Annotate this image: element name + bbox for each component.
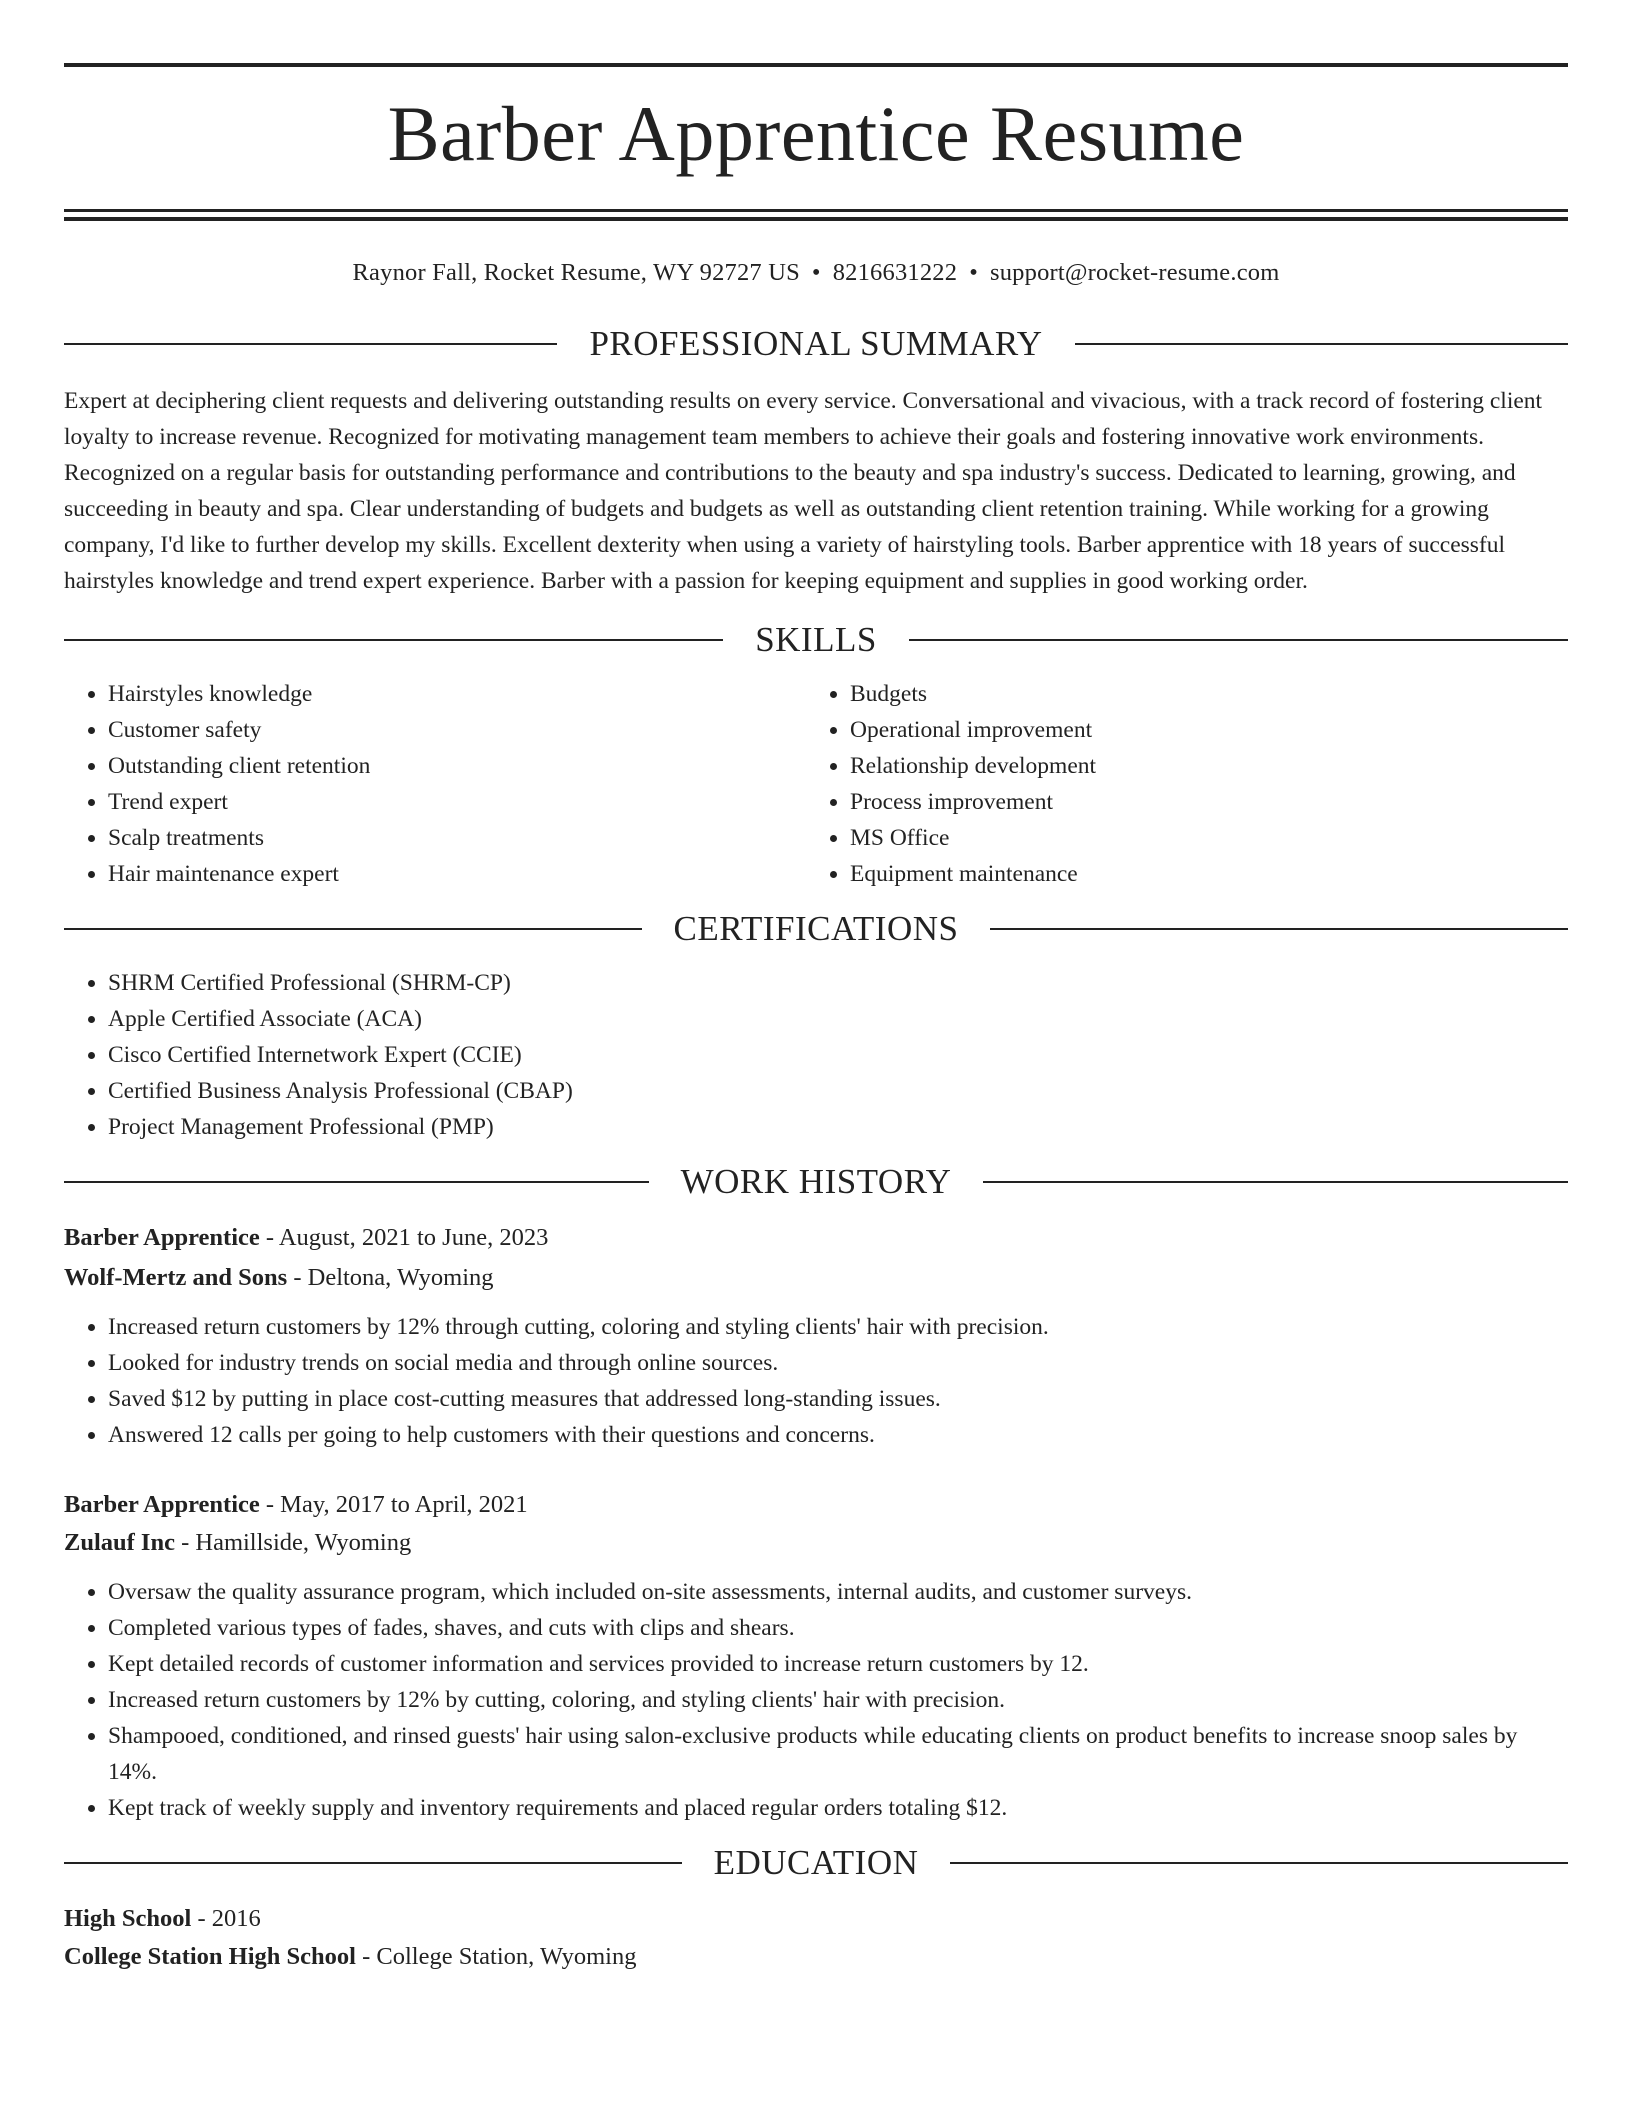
skill-item: • Customer safety [108, 712, 806, 748]
skill-item: • Hair maintenance expert [108, 856, 806, 892]
skill-item: • Operational improvement [850, 712, 1548, 748]
job-title-line [64, 1219, 1568, 1257]
summary-text: Expert at deciphering client requests and delivering outstanding results on every service. Conversational and vivacious, with a track record of fostering client loyalty to increase revenue. Recognized for motivating management team members to achieve their goals and fostering innovative work environments. Recognized on a regular basis for outstanding performance and contributions to the beauty and spa industry's success. Dedicated to learning, growing, and succeeding in beauty and spa. Clear understanding of budgets and budgets as well as outstanding client retention training. While working for a growing company, I'd like to further develop my skills. Excellent dexterity when using a variety of hairstyling tools. Barber apprentice with 18 years of successful hairstyles knowledge and trend expert experience. Barber with a passion for keeping equipment and supplies in good working order. [64, 388, 1543, 594]
skill-item: • MS Office [850, 820, 1548, 856]
title-double-rule [64, 209, 1568, 221]
job-bullet: • Increased return customers by 12% by cutting, coloring, and styling clients' hair with precision. [108, 1682, 1568, 1718]
certifications-list [64, 965, 1568, 1145]
skill-item: • Equipment maintenance [850, 856, 1548, 892]
education-degree: High School [64, 1905, 192, 1932]
section-title: PROFESSIONAL SUMMARY [589, 324, 1043, 363]
job-location: - Deltona, Wyoming [287, 1264, 494, 1291]
job-bullet: • Looked for industry trends on social media and through online sources. [108, 1345, 1568, 1381]
resume-page [64, 0, 1568, 1976]
section-heading-certifications [64, 904, 1568, 954]
skills-column-left [64, 676, 806, 892]
section-title: WORK HISTORY [680, 1162, 952, 1201]
contact-separator: • [811, 259, 821, 286]
job-bullet: • Shampooed, conditioned, and rinsed guests' hair using salon-exclusive products while educating clients on product benefits to increase snoop sales by 14%. [108, 1718, 1568, 1790]
certification-item: • SHRM Certified Professional (SHRM-CP) [108, 965, 1568, 1001]
certification-item: • Cisco Certified Internetwork Expert (CCIE) [108, 1037, 1568, 1073]
job-title-line [64, 1486, 1568, 1524]
skills-list [64, 676, 1568, 892]
education-school: College Station High School [64, 1943, 356, 1970]
job-company: Zulauf Inc [64, 1529, 175, 1556]
skills-column-right [806, 676, 1548, 892]
education-year: - 2016 [191, 1905, 261, 1932]
resume-title: Barber Apprentice Resume [387, 90, 1245, 177]
job-bullet: • Answered 12 calls per going to help customers with their questions and concerns. [108, 1417, 1568, 1453]
skill-item: • Hairstyles knowledge [108, 676, 806, 712]
section-title: SKILLS [755, 620, 877, 659]
skill-item: • Budgets [850, 676, 1548, 712]
job-company-line [64, 1259, 1568, 1297]
job-company-line [64, 1524, 1568, 1562]
contact-separator: • [969, 259, 978, 286]
certification-item: • Apple Certified Associate (ACA) [108, 1001, 1568, 1037]
skill-item: • Scalp treatments [108, 820, 806, 856]
job-dates: - August, 2021 to June, 2023 [259, 1224, 549, 1251]
education-entry [64, 1900, 1568, 1976]
section-heading-work-history [64, 1157, 1568, 1207]
section-heading-education [64, 1838, 1568, 1888]
contact-phone: 8216631222 [832, 259, 958, 286]
job-bullet: • Increased return customers by 12% through cutting, coloring and styling clients' hair with precision. [108, 1309, 1568, 1345]
job-entry [64, 1486, 1568, 1826]
job-bullet: • Kept detailed records of customer information and services provided to increase return customers by 12. [108, 1646, 1568, 1682]
skill-item: • Trend expert [108, 784, 806, 820]
job-entry [64, 1219, 1568, 1453]
job-bullet: • Saved $12 by putting in place cost-cutting measures that addressed long-standing issues. [108, 1381, 1568, 1417]
skill-item: • Outstanding client retention [108, 748, 806, 784]
job-company: Wolf-Mertz and Sons [64, 1264, 288, 1291]
job-bullets [64, 1574, 1568, 1826]
certification-item: • Certified Business Analysis Professional (CBAP) [108, 1073, 1568, 1109]
contact-email: support@rocket-resume.com [989, 259, 1280, 286]
job-bullets [64, 1309, 1568, 1453]
job-location: - Hamillside, Wyoming [174, 1529, 412, 1556]
job-title: Barber Apprentice [64, 1224, 260, 1251]
education-location: - College Station, Wyoming [355, 1943, 637, 1970]
education-school-line [64, 1938, 1568, 1976]
job-bullet: • Kept track of weekly supply and inventory requirements and placed regular orders totaling $12. [108, 1790, 1568, 1826]
section-title: CERTIFICATIONS [673, 909, 959, 948]
skill-item: • Process improvement [850, 784, 1548, 820]
job-bullet: • Completed various types of fades, shaves, and cuts with clips and shears. [108, 1610, 1568, 1646]
skill-item: • Relationship development [850, 748, 1548, 784]
contact-address: Raynor Fall, Rocket Resume, WY 92727 US [352, 259, 800, 286]
job-bullet: • Oversaw the quality assurance program, which included on-site assessments, internal audits, and customer surveys. [108, 1574, 1568, 1610]
job-title: Barber Apprentice [64, 1491, 260, 1518]
section-heading-skills [64, 615, 1568, 665]
job-dates: - May, 2017 to April, 2021 [259, 1491, 528, 1518]
contact-line [64, 257, 1568, 289]
certification-item: • Project Management Professional (PMP) [108, 1109, 1568, 1145]
education-degree-line [64, 1900, 1568, 1938]
section-title: EDUCATION [713, 1843, 919, 1882]
section-heading-summary [64, 319, 1568, 369]
